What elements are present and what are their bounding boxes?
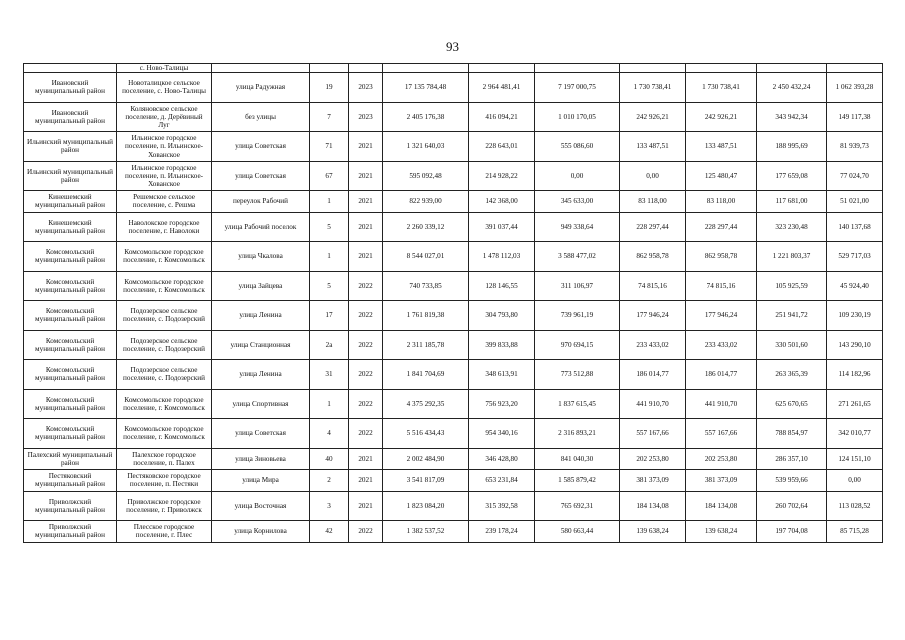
year-cell: 2022 bbox=[349, 360, 383, 390]
amount-cell: 862 958,78 bbox=[686, 242, 757, 272]
district-cell: Приволжский муниципальный район bbox=[24, 491, 117, 521]
amount-cell: 51 021,00 bbox=[827, 191, 883, 213]
page-number: 93 bbox=[446, 39, 459, 54]
district-cell: Комсомольский муниципальный район bbox=[24, 330, 117, 360]
amount-cell: 539 959,66 bbox=[757, 470, 827, 492]
table-row bbox=[24, 301, 883, 331]
street-cell: улица Станционная bbox=[212, 330, 310, 360]
year-cell: 2022 bbox=[349, 521, 383, 543]
amount-cell: 949 338,64 bbox=[535, 212, 620, 242]
amount-cell: 186 014,77 bbox=[686, 360, 757, 390]
house-number-cell: 71 bbox=[310, 132, 349, 162]
amount-cell: 3 588 477,02 bbox=[535, 242, 620, 272]
settlement-cell: Комсомольское городское поселение, г. Комсомольск bbox=[117, 271, 212, 301]
total-cost-cell: 1 823 084,20 bbox=[383, 491, 469, 521]
street-cell: переулок Рабочий bbox=[212, 191, 310, 213]
amount-cell: 557 167,66 bbox=[620, 419, 686, 449]
settlement-cell: Подозерское сельское поселение, с. Подозерский bbox=[117, 330, 212, 360]
amount-cell: 441 910,70 bbox=[686, 389, 757, 419]
amount-cell: 242 926,21 bbox=[620, 102, 686, 132]
district-cell: Комсомольский муниципальный район bbox=[24, 301, 117, 331]
settlement-cell: Комсомольское городское поселение, г. Комсомольск bbox=[117, 389, 212, 419]
amount-cell: 233 433,02 bbox=[686, 330, 757, 360]
year-cell: 2023 bbox=[349, 73, 383, 103]
total-cost-cell: 822 939,00 bbox=[383, 191, 469, 213]
house-number-cell: 2 bbox=[310, 470, 349, 492]
amount-cell: 125 480,47 bbox=[686, 161, 757, 191]
amount-cell: 381 373,09 bbox=[686, 470, 757, 492]
settlement-cell: Наволокское городское поселение, г. Наволоки bbox=[117, 212, 212, 242]
house-number-cell: 1 bbox=[310, 242, 349, 272]
amount-cell: 529 717,03 bbox=[827, 242, 883, 272]
amount-cell: 202 253,80 bbox=[686, 448, 757, 470]
amount-cell: 143 290,10 bbox=[827, 330, 883, 360]
table-row bbox=[24, 132, 883, 162]
year-cell: 2021 bbox=[349, 470, 383, 492]
amount-cell: 113 028,52 bbox=[827, 491, 883, 521]
amount-cell: 343 942,34 bbox=[757, 102, 827, 132]
amount-cell: 142 368,00 bbox=[469, 191, 535, 213]
table-row bbox=[24, 360, 883, 390]
amount-cell: 139 638,24 bbox=[620, 521, 686, 543]
amount-cell: 1 730 738,41 bbox=[686, 73, 757, 103]
total-cost-cell: 2 002 484,90 bbox=[383, 448, 469, 470]
district-cell: Приволжский муниципальный район bbox=[24, 521, 117, 543]
total-cost-cell: 2 260 339,12 bbox=[383, 212, 469, 242]
year-cell: 2021 bbox=[349, 242, 383, 272]
street-cell: улица Рабочий поселок bbox=[212, 212, 310, 242]
district-cell: Кинешемский муниципальный район bbox=[24, 212, 117, 242]
table-row bbox=[24, 521, 883, 543]
total-cost-cell: 1 382 537,52 bbox=[383, 521, 469, 543]
settlement-cell: Палехское городское поселение, п. Палех bbox=[117, 448, 212, 470]
register-table bbox=[23, 63, 883, 543]
amount-cell: 1 062 393,28 bbox=[827, 73, 883, 103]
amount-cell: 228 643,01 bbox=[469, 132, 535, 162]
settlement-cell: Подозерское сельское поселение, с. Подозерский bbox=[117, 301, 212, 331]
amount-cell: 228 297,44 bbox=[686, 212, 757, 242]
amount-cell: 133 487,51 bbox=[620, 132, 686, 162]
table-row-fragment bbox=[24, 64, 883, 73]
amount-cell: 954 340,16 bbox=[469, 419, 535, 449]
house-number-cell: 40 bbox=[310, 448, 349, 470]
total-cost-cell: 8 544 027,01 bbox=[383, 242, 469, 272]
settlement-cell: Новоталицкое сельское поселение, с. Ново-Талицы bbox=[117, 73, 212, 103]
district-cell: Ивановский муниципальный район bbox=[24, 73, 117, 103]
house-number-cell: 1 bbox=[310, 389, 349, 419]
amount-cell: 1 585 879,42 bbox=[535, 470, 620, 492]
amount-cell: 416 094,21 bbox=[469, 102, 535, 132]
house-number-cell: 2а bbox=[310, 330, 349, 360]
house-number-cell: 19 bbox=[310, 73, 349, 103]
table-row bbox=[24, 212, 883, 242]
year-cell: 2022 bbox=[349, 330, 383, 360]
amount-cell: 186 014,77 bbox=[620, 360, 686, 390]
house-number-cell: 7 bbox=[310, 102, 349, 132]
amount-cell: 286 357,10 bbox=[757, 448, 827, 470]
amount-cell: 345 633,00 bbox=[535, 191, 620, 213]
street-cell: улица Зиновьева bbox=[212, 448, 310, 470]
year-cell: 2021 bbox=[349, 161, 383, 191]
amount-cell: 330 501,60 bbox=[757, 330, 827, 360]
amount-cell: 1 730 738,41 bbox=[620, 73, 686, 103]
amount-cell: 197 704,08 bbox=[757, 521, 827, 543]
settlement-cell: Комсомольское городское поселение, г. Комсомольск bbox=[117, 419, 212, 449]
amount-cell: 139 638,24 bbox=[686, 521, 757, 543]
amount-cell: 214 928,22 bbox=[469, 161, 535, 191]
year-cell: 2022 bbox=[349, 301, 383, 331]
amount-cell: 625 670,65 bbox=[757, 389, 827, 419]
street-cell: улица Спортивная bbox=[212, 389, 310, 419]
house-number-cell: 3 bbox=[310, 491, 349, 521]
street-cell: улица Корнилова bbox=[212, 521, 310, 543]
amount-cell: 177 946,24 bbox=[620, 301, 686, 331]
house-number-cell: 1 bbox=[310, 191, 349, 213]
table-row bbox=[24, 102, 883, 132]
amount-cell: 260 702,64 bbox=[757, 491, 827, 521]
settlement-cell: Коляновское сельское поселение, д. Дерёвиный Луг bbox=[117, 102, 212, 132]
house-number-cell: 31 bbox=[310, 360, 349, 390]
district-cell: Комсомольский муниципальный район bbox=[24, 271, 117, 301]
total-cost-cell: 595 092,48 bbox=[383, 161, 469, 191]
amount-cell: 184 134,08 bbox=[620, 491, 686, 521]
house-number-cell: 42 bbox=[310, 521, 349, 543]
house-number-cell: 4 bbox=[310, 419, 349, 449]
amount-cell: 311 106,97 bbox=[535, 271, 620, 301]
street-cell: улица Ленина bbox=[212, 301, 310, 331]
street-cell: улица Советская bbox=[212, 419, 310, 449]
amount-cell: 109 230,19 bbox=[827, 301, 883, 331]
amount-cell: 133 487,51 bbox=[686, 132, 757, 162]
amount-cell: 114 182,96 bbox=[827, 360, 883, 390]
settlement-cell: с. Ново-Талицы bbox=[117, 64, 212, 73]
year-cell: 2022 bbox=[349, 419, 383, 449]
amount-cell: 105 925,59 bbox=[757, 271, 827, 301]
amount-cell: 788 854,97 bbox=[757, 419, 827, 449]
amount-cell: 346 428,80 bbox=[469, 448, 535, 470]
amount-cell: 117 681,00 bbox=[757, 191, 827, 213]
amount-cell: 239 178,24 bbox=[469, 521, 535, 543]
amount-cell: 242 926,21 bbox=[686, 102, 757, 132]
amount-cell: 251 941,72 bbox=[757, 301, 827, 331]
year-cell: 2021 bbox=[349, 212, 383, 242]
amount-cell: 74 815,16 bbox=[686, 271, 757, 301]
amount-cell: 83 118,00 bbox=[620, 191, 686, 213]
amount-cell: 188 995,69 bbox=[757, 132, 827, 162]
amount-cell: 391 037,44 bbox=[469, 212, 535, 242]
street-cell: улица Чкалова bbox=[212, 242, 310, 272]
settlement-cell: Пестяковское городское поселение, п. Пестяки bbox=[117, 470, 212, 492]
amount-cell: 773 512,88 bbox=[535, 360, 620, 390]
district-cell: Комсомольский муниципальный район bbox=[24, 389, 117, 419]
table-row bbox=[24, 161, 883, 191]
amount-cell: 85 715,28 bbox=[827, 521, 883, 543]
amount-cell: 83 118,00 bbox=[686, 191, 757, 213]
amount-cell: 228 297,44 bbox=[620, 212, 686, 242]
street-cell: улица Ленина bbox=[212, 360, 310, 390]
amount-cell: 177 946,24 bbox=[686, 301, 757, 331]
year-cell: 2021 bbox=[349, 491, 383, 521]
table-row bbox=[24, 271, 883, 301]
amount-cell: 555 086,60 bbox=[535, 132, 620, 162]
amount-cell: 263 365,39 bbox=[757, 360, 827, 390]
total-cost-cell: 740 733,85 bbox=[383, 271, 469, 301]
amount-cell: 580 663,44 bbox=[535, 521, 620, 543]
amount-cell: 315 392,58 bbox=[469, 491, 535, 521]
amount-cell: 399 833,88 bbox=[469, 330, 535, 360]
amount-cell: 0,00 bbox=[620, 161, 686, 191]
amount-cell: 2 964 481,41 bbox=[469, 73, 535, 103]
amount-cell: 862 958,78 bbox=[620, 242, 686, 272]
amount-cell: 271 261,65 bbox=[827, 389, 883, 419]
amount-cell: 765 692,31 bbox=[535, 491, 620, 521]
district-cell: Ивановский муниципальный район bbox=[24, 102, 117, 132]
amount-cell: 0,00 bbox=[827, 470, 883, 492]
amount-cell: 140 137,68 bbox=[827, 212, 883, 242]
house-number-cell: 5 bbox=[310, 212, 349, 242]
amount-cell: 7 197 000,75 bbox=[535, 73, 620, 103]
amount-cell: 381 373,09 bbox=[620, 470, 686, 492]
table-row bbox=[24, 73, 883, 103]
house-number-cell: 17 bbox=[310, 301, 349, 331]
amount-cell: 202 253,80 bbox=[620, 448, 686, 470]
amount-cell: 348 613,91 bbox=[469, 360, 535, 390]
street-cell: улица Советская bbox=[212, 161, 310, 191]
amount-cell: 653 231,84 bbox=[469, 470, 535, 492]
amount-cell: 149 117,38 bbox=[827, 102, 883, 132]
amount-cell: 841 040,30 bbox=[535, 448, 620, 470]
settlement-cell: Подозерское сельское поселение, с. Подозерский bbox=[117, 360, 212, 390]
total-cost-cell: 17 135 784,48 bbox=[383, 73, 469, 103]
amount-cell: 323 230,48 bbox=[757, 212, 827, 242]
total-cost-cell: 3 541 817,09 bbox=[383, 470, 469, 492]
year-cell: 2021 bbox=[349, 132, 383, 162]
total-cost-cell: 1 761 819,38 bbox=[383, 301, 469, 331]
settlement-cell: Ильинское городское поселение, п. Ильинское-Хованское bbox=[117, 161, 212, 191]
table-row bbox=[24, 242, 883, 272]
amount-cell: 1 837 615,45 bbox=[535, 389, 620, 419]
street-cell: улица Радужная bbox=[212, 73, 310, 103]
amount-cell: 0,00 bbox=[535, 161, 620, 191]
amount-cell: 124 151,10 bbox=[827, 448, 883, 470]
street-cell: улица Мира bbox=[212, 470, 310, 492]
district-cell: Палехский муниципальный район bbox=[24, 448, 117, 470]
street-cell: без улицы bbox=[212, 102, 310, 132]
table-row bbox=[24, 419, 883, 449]
settlement-cell: Ильинское городское поселение, п. Ильинское-Хованское bbox=[117, 132, 212, 162]
amount-cell: 184 134,08 bbox=[686, 491, 757, 521]
amount-cell: 2 450 432,24 bbox=[757, 73, 827, 103]
table-row bbox=[24, 470, 883, 492]
amount-cell: 1 221 803,37 bbox=[757, 242, 827, 272]
amount-cell: 1 010 170,05 bbox=[535, 102, 620, 132]
district-cell: Ильинский муниципальный район bbox=[24, 161, 117, 191]
amount-cell: 304 793,80 bbox=[469, 301, 535, 331]
settlement-cell: Приволжское городское поселение, г. Приволжск bbox=[117, 491, 212, 521]
settlement-cell: Плесское городское поселение, г. Плес bbox=[117, 521, 212, 543]
total-cost-cell: 1 841 704,69 bbox=[383, 360, 469, 390]
amount-cell: 970 694,15 bbox=[535, 330, 620, 360]
total-cost-cell: 4 375 292,35 bbox=[383, 389, 469, 419]
district-cell: Пестяковский муниципальный район bbox=[24, 470, 117, 492]
amount-cell: 77 024,70 bbox=[827, 161, 883, 191]
total-cost-cell: 2 311 185,78 bbox=[383, 330, 469, 360]
house-number-cell: 5 bbox=[310, 271, 349, 301]
amount-cell: 74 815,16 bbox=[620, 271, 686, 301]
street-cell: улица Советская bbox=[212, 132, 310, 162]
amount-cell: 45 924,40 bbox=[827, 271, 883, 301]
table-row bbox=[24, 491, 883, 521]
district-cell: Комсомольский муниципальный район bbox=[24, 242, 117, 272]
year-cell: 2021 bbox=[349, 448, 383, 470]
amount-cell: 177 659,08 bbox=[757, 161, 827, 191]
amount-cell: 756 923,20 bbox=[469, 389, 535, 419]
table-row bbox=[24, 389, 883, 419]
district-cell: Кинешемский муниципальный район bbox=[24, 191, 117, 213]
total-cost-cell: 1 321 640,03 bbox=[383, 132, 469, 162]
table-row bbox=[24, 191, 883, 213]
street-cell: улица Восточная bbox=[212, 491, 310, 521]
amount-cell: 342 010,77 bbox=[827, 419, 883, 449]
year-cell: 2021 bbox=[349, 191, 383, 213]
total-cost-cell: 5 516 434,43 bbox=[383, 419, 469, 449]
amount-cell: 557 167,66 bbox=[686, 419, 757, 449]
amount-cell: 128 146,55 bbox=[469, 271, 535, 301]
house-number-cell: 67 bbox=[310, 161, 349, 191]
settlement-cell: Решемское сельское поселение, с. Решма bbox=[117, 191, 212, 213]
district-cell: Комсомольский муниципальный район bbox=[24, 419, 117, 449]
amount-cell: 441 910,70 bbox=[620, 389, 686, 419]
amount-cell: 233 433,02 bbox=[620, 330, 686, 360]
street-cell: улица Зайцева bbox=[212, 271, 310, 301]
settlement-cell: Комсомольское городское поселение, г. Комсомольск bbox=[117, 242, 212, 272]
total-cost-cell: 2 405 176,38 bbox=[383, 102, 469, 132]
table-row bbox=[24, 448, 883, 470]
amount-cell: 739 961,19 bbox=[535, 301, 620, 331]
table-row bbox=[24, 330, 883, 360]
year-cell: 2022 bbox=[349, 389, 383, 419]
year-cell: 2023 bbox=[349, 102, 383, 132]
amount-cell: 81 939,73 bbox=[827, 132, 883, 162]
district-cell: Комсомольский муниципальный район bbox=[24, 360, 117, 390]
year-cell: 2022 bbox=[349, 271, 383, 301]
amount-cell: 1 478 112,03 bbox=[469, 242, 535, 272]
amount-cell: 2 316 893,21 bbox=[535, 419, 620, 449]
district-cell: Ильинский муниципальный район bbox=[24, 132, 117, 162]
